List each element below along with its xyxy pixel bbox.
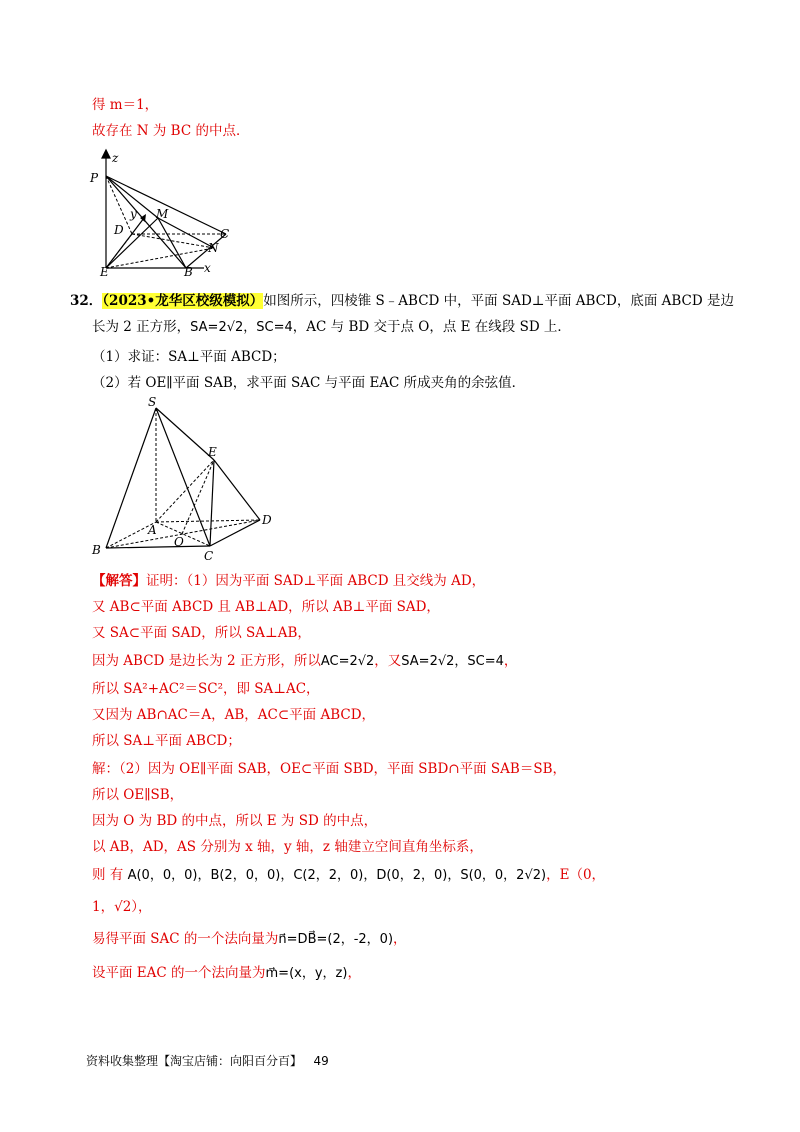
fig1-label-y: y: [130, 207, 137, 221]
fig2-label-s: S: [148, 395, 157, 409]
solution-line-13: 1，√2），: [92, 899, 152, 915]
solution-line-12: [92, 866, 605, 885]
solution-l4b: AC=2√2: [320, 654, 375, 669]
fig2-label-e: E: [208, 445, 217, 459]
fig1-label-x: x: [204, 261, 211, 275]
solution-line-6: 又因为 AB∩AC＝A，AB，AC⊂平面 ABCD，: [92, 707, 376, 723]
solution-line-11: 以 AB，AD，AS 分别为 x 轴，y 轴，z 轴建立空间直角坐标系，: [92, 839, 483, 855]
problem-stem-2a: 长为 2 正方形，: [92, 319, 191, 335]
solution-line-10: 因为 O 为 BD 的中点，所以 E 为 SD 的中点，: [92, 813, 378, 829]
problem-line-2: [92, 318, 571, 337]
fig2-label-a: A: [148, 523, 157, 537]
problem-number: 32．: [70, 293, 103, 309]
prev-line-1: 得 m＝1，: [92, 97, 159, 113]
problem-source: （2023•龙华区校级模拟）: [102, 293, 264, 309]
solution-line-1: [92, 572, 485, 590]
solution-l14c: ，: [393, 931, 407, 947]
page-footer: [86, 1052, 329, 1069]
solution-l12a: 则 有: [92, 867, 124, 883]
solution-l12b: A(0，0，0)，B(2，0，0)，C(2，2，0)，D(0，2，0)，S(0，0，2√2): [127, 868, 547, 883]
fig1-label-n: N: [208, 241, 219, 255]
solution-line-15: [92, 964, 361, 983]
fig1-label-z: z: [112, 151, 119, 165]
solution-l4e: ，: [503, 653, 518, 669]
solution-line-5: 所以 SA²+AC²＝SC²，即 SA⊥AC，: [92, 681, 320, 697]
fig1-label-d: D: [114, 223, 124, 237]
solution-line-2: 又 AB⊂平面 ABCD 且 AB⊥AD，所以 AB⊥平面 SAD，: [92, 599, 440, 615]
fig2-label-o: O: [174, 535, 184, 549]
problem-stem-2b: SA=2√2，SC=4: [190, 320, 293, 335]
question-2: （2）若 OE∥平面 SAB，求平面 SAC 与平面 EAC 所成夹角的余弦值．: [92, 375, 526, 391]
solution-l4a: 因为 ABCD 是边长为 2 正方形，所以: [92, 653, 321, 669]
fig2-label-c: C: [204, 549, 214, 563]
solution-l14a: 易得平面 SAC 的一个法向量为: [92, 931, 279, 947]
solution-l1: 证明：（1）因为平面 SAD⊥平面 ABCD 且交线为 AD，: [146, 573, 486, 589]
solution-line-8: 解：（2）因为 OE∥平面 SAB，OE⊂平面 SBD，平面 SBD∩平面 SAB＝SB，: [92, 761, 566, 777]
question-1: （1）求证：SA⊥平面 ABCD；: [92, 349, 286, 365]
problem-stem-2c: ，AC 与 BD 交于点 O，点 E 在线段 SD 上．: [292, 319, 571, 335]
fig1-label-b: B: [184, 265, 193, 278]
solution-line-4: [92, 652, 517, 671]
solution-l15c: ，: [347, 965, 361, 981]
solution-l4d: SA=2√2，SC=4: [401, 654, 504, 669]
figure-pyramid-sabcd: [86, 394, 286, 564]
solution-tag: 【解答】: [92, 573, 146, 589]
fig1-label-e: E: [100, 265, 109, 278]
solution-line-9: 所以 OE∥SB，: [92, 787, 184, 803]
solution-line-3: 又 SA⊂平面 SAD，所以 SA⊥AB，: [92, 625, 311, 641]
solution-l14b: n⃗=DB⃗=(2，-2，0): [278, 932, 394, 947]
solution-line-7: 所以 SA⊥平面 ABCD；: [92, 733, 241, 749]
problem-stem-1: 如图所示，四棱锥 S﹣ABCD 中，平面 SAD⊥平面 ABCD，底面 ABCD 是边: [263, 293, 734, 309]
page-number: 49: [313, 1054, 329, 1068]
solution-l12c: ，E（0，: [546, 867, 606, 883]
problem-line-1: [70, 292, 734, 310]
figure-coordinate-pyramid: [86, 148, 246, 278]
prev-line-2: 故存在 N 为 BC 的中点．: [92, 123, 250, 139]
footer-text: 资料收集整理【淘宝店铺：向阳百分百】: [86, 1054, 303, 1068]
fig2-label-d: D: [262, 513, 272, 527]
fig1-label-p: P: [90, 171, 99, 185]
fig1-label-c: C: [220, 227, 230, 241]
solution-l15b: m⃗=(x，y，z): [265, 966, 348, 981]
solution-l15a: 设平面 EAC 的一个法向量为: [92, 965, 266, 981]
solution-line-14: [92, 930, 407, 949]
fig1-label-m: M: [156, 207, 169, 221]
fig2-label-b: B: [92, 543, 101, 557]
solution-l4c: ，又: [374, 653, 402, 669]
